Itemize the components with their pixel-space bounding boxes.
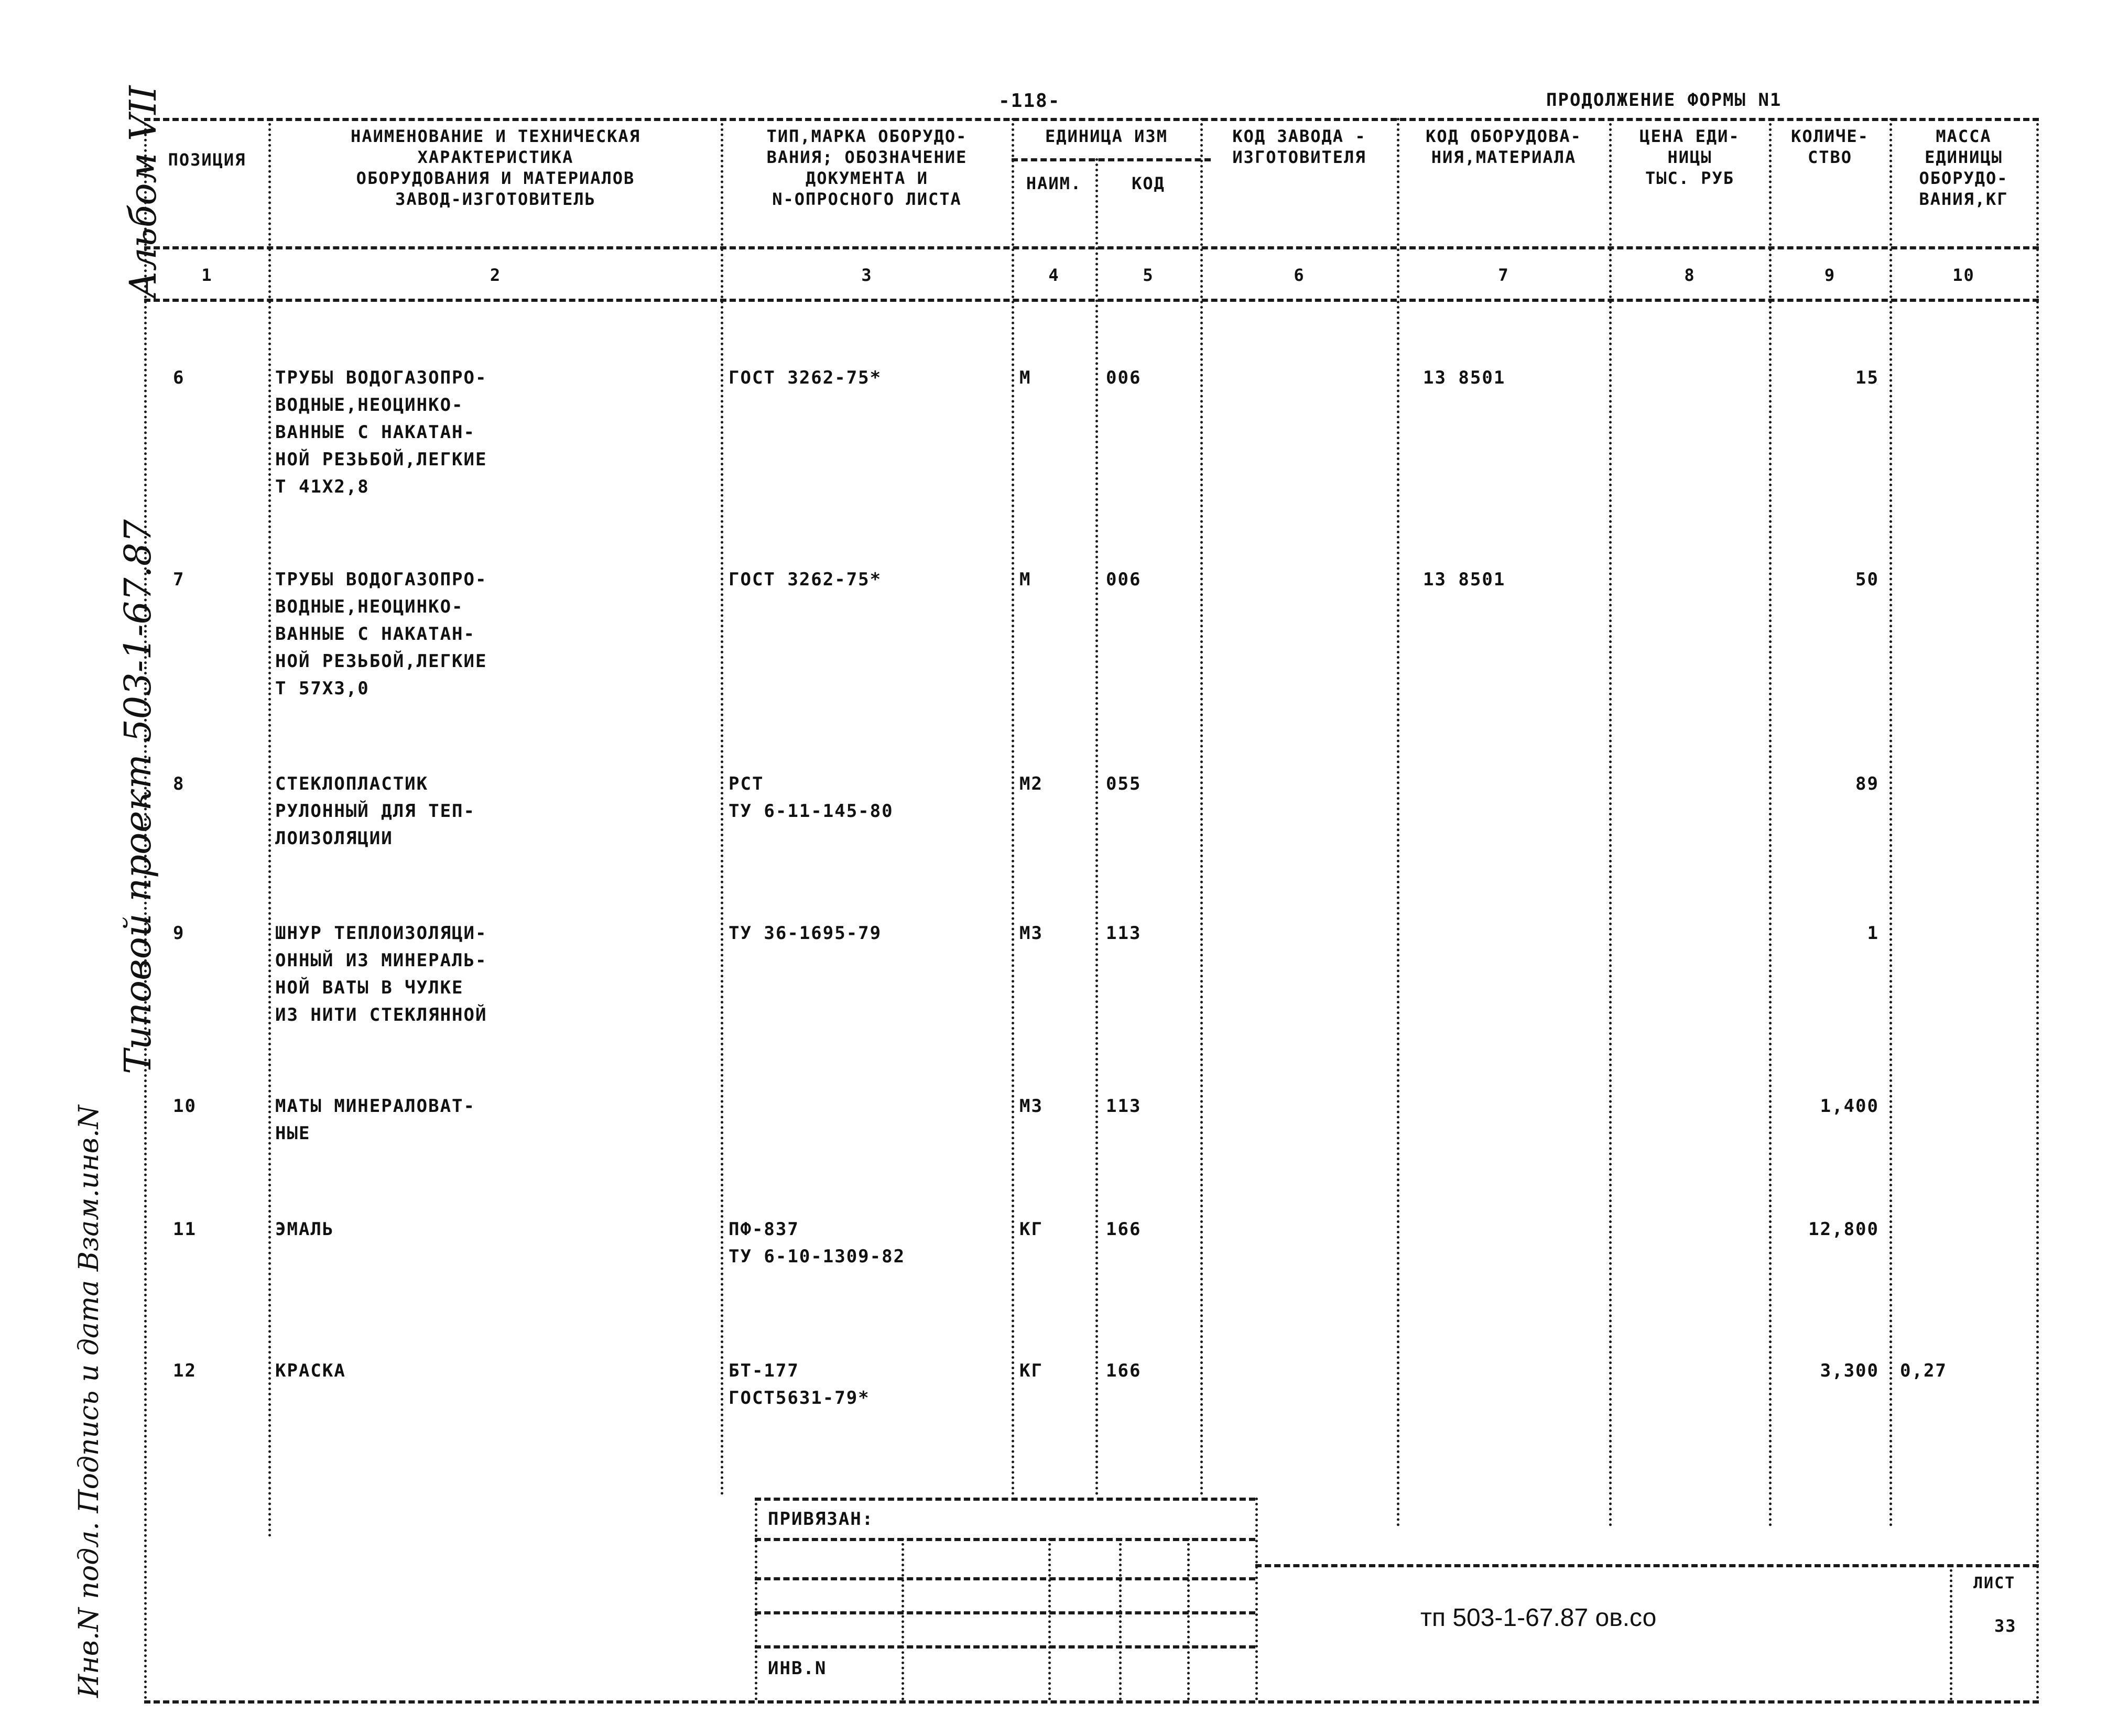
row-unit-code: 113 [1106, 923, 1142, 944]
document-designation: тп 503-1-67.87 ов.со [1420, 1604, 1657, 1632]
row-doc: БТ-177 ГОСТ5631-79* [729, 1360, 870, 1409]
header-position: ПОЗИЦИЯ [168, 150, 246, 170]
row-qty: 12,800 [1808, 1219, 1879, 1240]
col-divider [1769, 118, 1772, 1527]
row-unit-code: 055 [1106, 773, 1142, 794]
row-name: ТРУБЫ ВОДОГАЗОПРО- ВОДНЫЕ,НЕОЦИНКО- ВАННЫЕ С НАКАТАН- НОЙ РЕЗЬБОЙ,ЛЕГКИЕ Т 41Х2,8 [275, 367, 487, 497]
col-divider [144, 118, 147, 1700]
stamp-rule [755, 1538, 1255, 1541]
row-position: 12 [173, 1360, 197, 1381]
row-unit: КГ [1019, 1360, 1043, 1381]
col-divider [1397, 118, 1399, 1527]
col-divider [1609, 118, 1612, 1527]
row-unit: М3 [1019, 923, 1043, 944]
header-unit: ЕДИНИЦА ИЗМ [1045, 126, 1168, 146]
row-position: 8 [173, 773, 185, 794]
project-label: Типовой проект 503-1-67.87 [116, 519, 159, 1074]
header-doc: ТИП,МАРКА ОБОРУДО- ВАНИЯ; ОБОЗНАЧЕНИЕ ДОКУМЕНТА И N-ОПРОСНОГО ЛИСТА [766, 126, 968, 209]
unit-subheader-rule [1012, 158, 1211, 161]
table-bottom-rule [144, 1700, 2039, 1704]
header-unit-code: КОД [1132, 173, 1165, 193]
stamp-rule [755, 1611, 1255, 1614]
header-qty: КОЛИЧЕ- СТВО [1791, 126, 1869, 167]
colnum: 9 [1824, 265, 1836, 285]
stamp-divider [902, 1538, 904, 1700]
stamp-divider [1048, 1538, 1051, 1700]
row-qty: 15 [1855, 367, 1879, 388]
stamp-divider [1950, 1564, 1952, 1700]
header-bottom-rule [144, 246, 2039, 249]
col-divider [1200, 118, 1203, 1496]
row-qty: 89 [1855, 773, 1879, 794]
stamp-rule [755, 1498, 1255, 1501]
continuation-title: ПРОДОЛЖЕНИЕ ФОРМЫ N1 [1546, 90, 1782, 111]
col-divider [268, 118, 271, 1538]
row-doc: ТУ 36-1695-79 [729, 923, 882, 944]
sheet-number: 33 [1994, 1616, 2017, 1636]
row-doc: ГОСТ 3262-75* [729, 367, 882, 388]
stamp-divider [1187, 1538, 1190, 1700]
row-doc: ГОСТ 3262-75* [729, 569, 882, 590]
row-name: ШНУР ТЕПЛОИЗОЛЯЦИ- ОННЫЙ ИЗ МИНЕРАЛЬ- НОЙ ВАТЫ В ЧУЛКЕ ИЗ НИТИ СТЕКЛЯННОЙ [275, 923, 487, 1025]
bound-label: ПРИВЯЗАН: [768, 1509, 874, 1530]
header-price: ЦЕНА ЕДИ- НИЦЫ ТЫС. РУБ [1639, 126, 1740, 188]
row-unit: М [1019, 569, 1031, 590]
table-top-rule [144, 118, 2039, 121]
row-doc: РСТ ТУ 6-11-145-80 [729, 773, 894, 822]
row-position: 7 [173, 569, 185, 590]
colnum: 5 [1143, 265, 1154, 285]
row-doc: ПФ-837 ТУ 6-10-1309-82 [729, 1219, 906, 1267]
stamp-rule [755, 1645, 1255, 1648]
header-mass: МАССА ЕДИНИЦЫ ОБОРУДО- ВАНИЯ,КГ [1919, 126, 2008, 209]
row-unit-code: 006 [1106, 569, 1142, 590]
colnum: 10 [1952, 265, 1975, 285]
col-divider [1012, 118, 1014, 1496]
colnum-bottom-rule [144, 299, 2039, 302]
colnum: 2 [490, 265, 502, 285]
row-qty: 50 [1855, 569, 1879, 590]
colnum: 4 [1048, 265, 1060, 285]
stamp-rule [755, 1577, 1255, 1580]
row-qty: 1 [1867, 923, 1879, 944]
row-name: СТЕКЛОПЛАСТИК РУЛОННЫЙ ДЛЯ ТЕП- ЛОИЗОЛЯЦИИ [275, 773, 475, 849]
header-name: НАИМЕНОВАНИЕ И ТЕХНИЧЕСКАЯ ХАРАКТЕРИСТИКА ОБОРУДОВАНИЯ И МАТЕРИАЛОВ ЗАВОД-ИЗГОТОВИТЕЛЬ [351, 126, 640, 209]
colnum: 3 [861, 265, 873, 285]
row-qty: 3,300 [1820, 1360, 1879, 1381]
header-factory: КОД ЗАВОДА - ИЗГОТОВИТЕЛЯ [1232, 126, 1366, 167]
header-material: КОД ОБОРУДОВА- НИЯ,МАТЕРИАЛА [1426, 126, 1582, 167]
stamp-divider [755, 1498, 757, 1700]
colnum: 6 [1294, 265, 1305, 285]
row-position: 11 [173, 1219, 197, 1240]
row-material-code: 13 8501 [1423, 367, 1506, 388]
row-unit-code: 166 [1106, 1219, 1142, 1240]
page-number: -118- [998, 90, 1061, 112]
row-unit: КГ [1019, 1219, 1043, 1240]
row-mass: 0,27 [1900, 1360, 1947, 1381]
col-divider [1095, 158, 1098, 1496]
row-unit-code: 113 [1106, 1096, 1142, 1117]
col-divider [1889, 118, 1892, 1527]
colnum: 1 [201, 265, 213, 285]
colnum: 7 [1498, 265, 1509, 285]
stamp-rule [1255, 1564, 2039, 1567]
row-material-code: 13 8501 [1423, 569, 1506, 590]
row-name: МАТЫ МИНЕРАЛОВАТ- НЫЕ [275, 1096, 475, 1144]
row-name: КРАСКА [275, 1360, 346, 1381]
row-unit-code: 166 [1106, 1360, 1142, 1381]
row-name: ТРУБЫ ВОДОГАЗОПРО- ВОДНЫЕ,НЕОЦИНКО- ВАННЫЕ С НАКАТАН- НОЙ РЕЗЬБОЙ,ЛЕГКИЕ Т 57Х3,0 [275, 569, 487, 699]
stamp-divider [1255, 1498, 1258, 1700]
header-unit-name: НАИМ. [1026, 173, 1082, 193]
colnum: 8 [1684, 265, 1696, 285]
album-label: Альбом VII [122, 85, 165, 299]
sheet-label: ЛИСТ [1973, 1574, 2016, 1592]
inventory-label: Инв.N подл. Подпись и дата Взам.инв.N [73, 1105, 105, 1698]
row-unit-code: 006 [1106, 367, 1142, 388]
row-position: 6 [173, 367, 185, 388]
row-unit: М3 [1019, 1096, 1043, 1117]
stamp-divider [1119, 1538, 1122, 1700]
row-name: ЭМАЛЬ [275, 1219, 334, 1240]
row-unit: М2 [1019, 773, 1043, 794]
row-position: 9 [173, 923, 185, 944]
row-position: 10 [173, 1096, 197, 1117]
inv-label: ИНВ.N [768, 1658, 827, 1679]
col-divider [2036, 118, 2039, 1700]
row-qty: 1,400 [1820, 1096, 1879, 1117]
row-unit: М [1019, 367, 1031, 388]
col-divider [721, 118, 723, 1496]
